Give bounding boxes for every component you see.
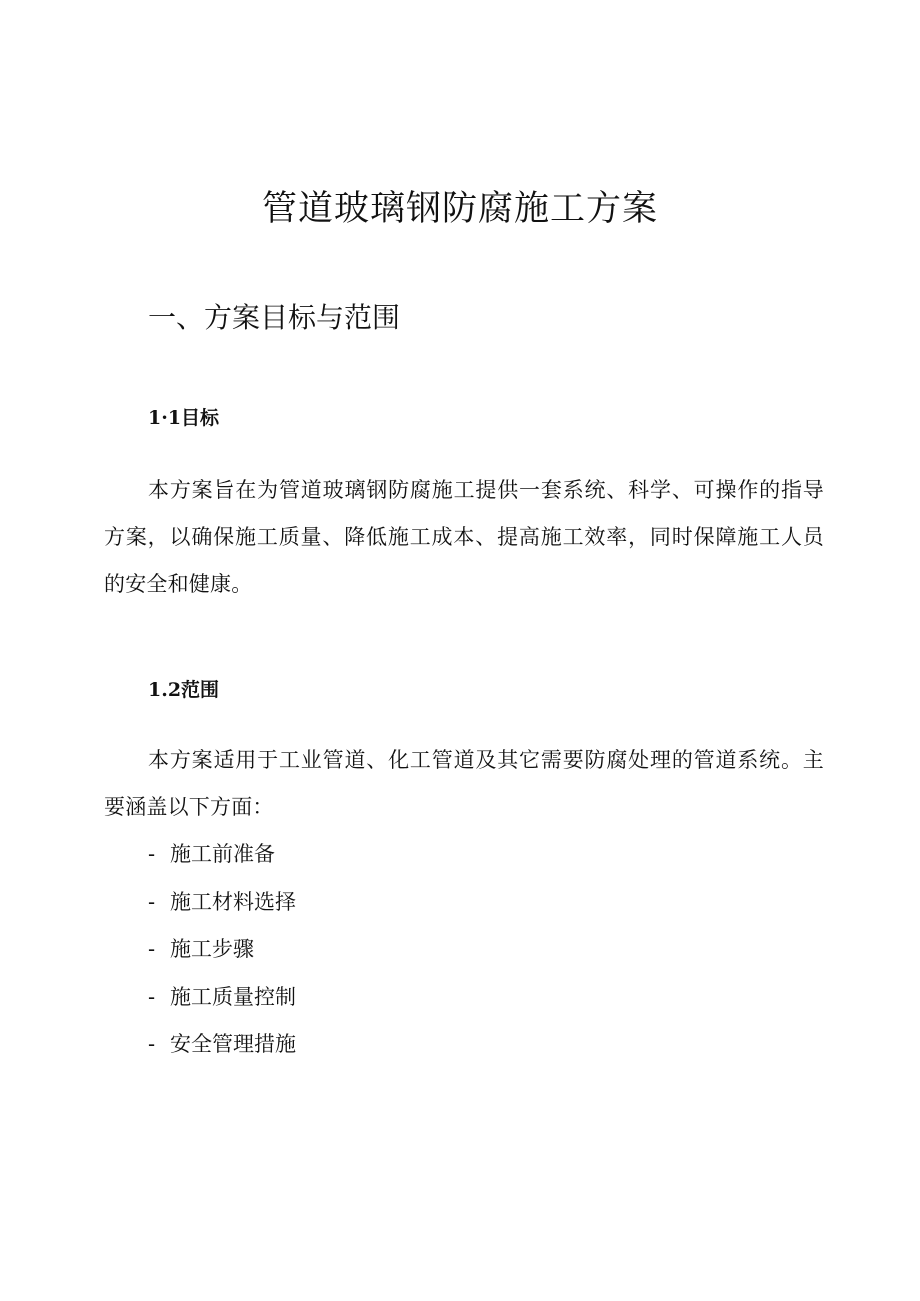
list-bullet: - xyxy=(148,1032,156,1056)
list-item-text: 施工步骤 xyxy=(170,937,254,961)
subheading-scope: 1.2范围 xyxy=(148,679,220,701)
list-item xyxy=(148,1021,296,1069)
list-bullet: - xyxy=(148,889,156,914)
list-bullet: - xyxy=(148,984,156,1009)
list-bullet: - xyxy=(148,842,156,866)
section-heading-goals-scope: 一、方案目标与范围 xyxy=(148,301,401,334)
document-title: 管道玻璃钢防腐施工方案 xyxy=(261,189,658,229)
list-item-text: 施工质量控制 xyxy=(170,984,296,1009)
list-item xyxy=(148,831,296,879)
scope-paragraph: 本方案适用于工业管道、化工管道及其它需要防腐处理的管道系统。主要涵盖以下方面： xyxy=(104,748,824,819)
scope-list xyxy=(148,831,296,1069)
list-item-text: 施工前准备 xyxy=(170,842,275,866)
list-item xyxy=(148,879,296,927)
subheading-goal: 1·1目标 xyxy=(148,407,220,429)
goal-paragraph: 本方案旨在为管道玻璃钢防腐施工提供一套系统、科学、可操作的指导方案，以确保施工质量、降低施工成本、提高施工效率，同时保障施工人员的安全和健康。 xyxy=(104,478,824,596)
list-item xyxy=(148,926,296,974)
list-bullet: - xyxy=(148,937,156,961)
list-item xyxy=(148,974,296,1022)
list-item-text: 施工材料选择 xyxy=(170,889,296,914)
list-item-text: 安全管理措施 xyxy=(170,1032,296,1056)
